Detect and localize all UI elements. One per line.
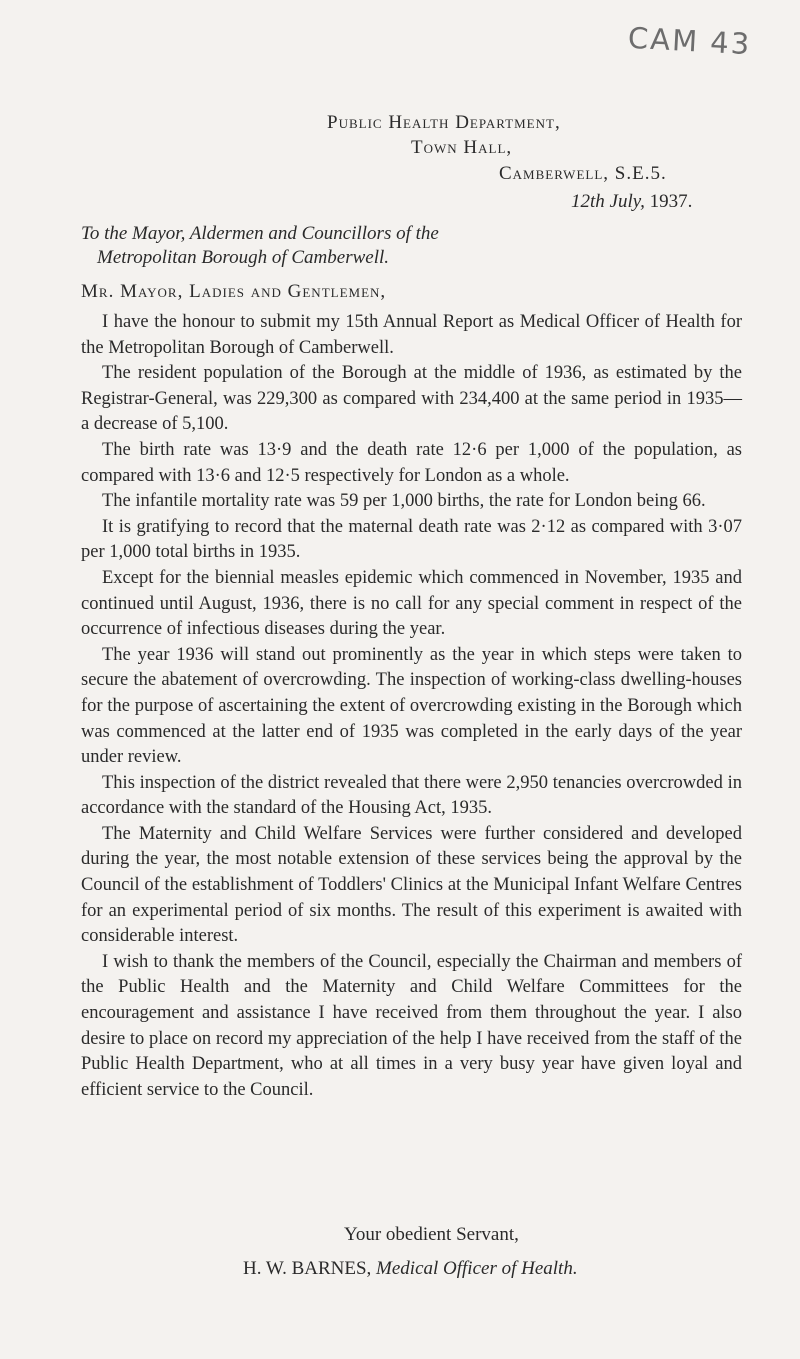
address-department: Public Health Department, xyxy=(327,112,561,133)
archive-annotation: CAM 43 xyxy=(627,20,753,62)
letter-date-year: 1937. xyxy=(644,191,693,212)
addressee xyxy=(81,222,741,270)
signatory-name: H. W. BARNES, xyxy=(243,1258,372,1279)
signature-line xyxy=(243,1258,578,1280)
addressee-line-2: Metropolitan Borough of Camberwell. xyxy=(97,247,390,268)
valediction: Your obedient Servant, xyxy=(344,1224,519,1245)
address-locality: Camberwell, S.E.5. xyxy=(499,163,667,184)
paragraph-inspection: This inspection of the district revealed that there were 2,950 tenancies overcrowded in accordance with the standard of the Housing Act, 1935. xyxy=(81,772,742,819)
opening-greeting: Mr. Mayor, Ladies and Gentlemen, xyxy=(81,281,387,302)
addressee-line-1: To the Mayor, Aldermen and Councillors of the xyxy=(81,223,439,244)
paragraph-maternity-services: The Maternity and Child Welfare Services were further considered and developed during the year, the most notable extension of these services being the approval by the Council of the establishment of Toddlers' Clinics at the Municipal Infant Welfare Centres for an experimental period of six months. The result of this experiment is awaited with considerable interest. xyxy=(81,823,742,947)
letter-body xyxy=(81,310,742,1103)
paragraph-measles: Except for the biennial measles epidemic which commenced in November, 1935 and continued until August, 1936, there is no call for any special comment in respect of the occurrence of infectious diseases during the year. xyxy=(81,567,742,640)
paragraph-maternal-death: It is gratifying to record that the maternal death rate was 2·12 as compared with 3·07 per 1,000 total births in 1935. xyxy=(81,516,742,563)
paragraph-infant-mortality: The infantile mortality rate was 59 per 1,000 births, the rate for London being 66. xyxy=(102,491,706,512)
signatory-title: Medical Officer of Health. xyxy=(371,1258,578,1279)
paragraph-thanks: I wish to thank the members of the Council, especially the Chairman and members of the Public Health and the Maternity and Child Welfare Committees for the encouragement and assistance I have received from them throughout the year. I also desire to place on record my appreciation of the help I have received from the staff of the Public Health Department, who at all times in a very busy year have given loyal and efficient service to the Council. xyxy=(81,951,742,1100)
address-building: Town Hall, xyxy=(411,137,513,158)
paragraph-birth-death-rate: The birth rate was 13·9 and the death rate 12·6 per 1,000 of the population, as compared with 13·6 and 12·5 respectively for London as a whole. xyxy=(81,439,742,486)
letter-date xyxy=(571,191,692,213)
letter-date-day: 12th July, xyxy=(571,191,645,212)
paragraph-overcrowding: The year 1936 will stand out prominently as the year in which steps were taken to secure the abatement of overcrowding. The inspection of working-class dwelling-houses for the purpose of ascertaining the extent of overcrowding existing in the Borough which was commenced at the latter end of 1935 was completed in the early days of the year under review. xyxy=(81,644,742,768)
paragraph-population: The resident population of the Borough at the middle of 1936, as estimated by the Registrar-General, was 229,300 as compared with 234,400 at the same period in 1935—a decrease of 5,100. xyxy=(81,363,742,435)
paragraph-report: I have the honour to submit my 15th Annual Report as Medical Officer of Health for the Metropolitan Borough of Camberwell. xyxy=(81,312,742,358)
